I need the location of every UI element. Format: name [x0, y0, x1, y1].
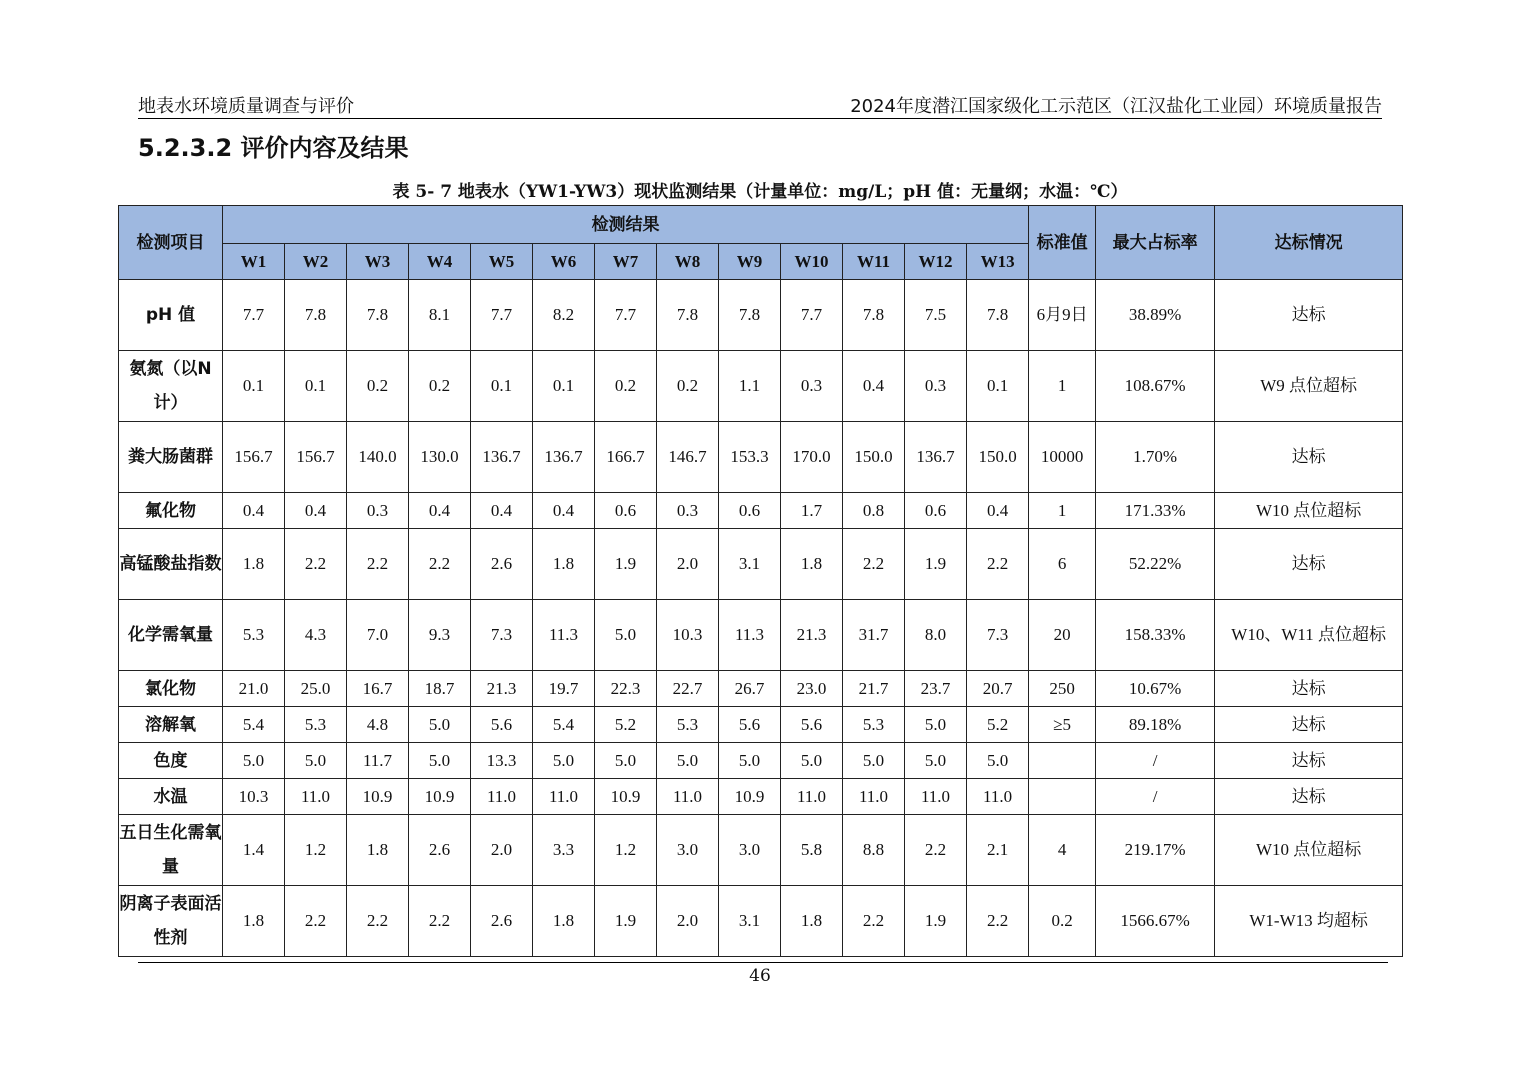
item-cell: 化学需氧量 [119, 600, 223, 671]
value-cell: 5.0 [719, 743, 781, 779]
value-cell: 1.8 [223, 886, 285, 957]
point-header: W3 [347, 244, 409, 280]
value-cell: 2.6 [471, 529, 533, 600]
table-row [119, 600, 1403, 671]
value-cell: 5.2 [967, 707, 1029, 743]
point-header: W4 [409, 244, 471, 280]
table-row [119, 779, 1403, 815]
value-cell: 11.0 [533, 779, 595, 815]
status-cell: 达标 [1215, 779, 1403, 815]
col-header-maxrate: 最大占标率 [1096, 206, 1215, 280]
value-cell: 5.6 [719, 707, 781, 743]
value-cell: 21.3 [471, 671, 533, 707]
value-cell: 1.2 [285, 815, 347, 886]
value-cell: 7.0 [347, 600, 409, 671]
value-cell: 1.8 [781, 529, 843, 600]
status-cell: W10、W11 点位超标 [1215, 600, 1403, 671]
status-cell: 达标 [1215, 707, 1403, 743]
value-cell: 136.7 [471, 422, 533, 493]
value-cell: 0.1 [285, 351, 347, 422]
item-cell: 色度 [119, 743, 223, 779]
value-cell: 2.2 [285, 886, 347, 957]
value-cell: 5.0 [967, 743, 1029, 779]
value-cell: 2.2 [905, 815, 967, 886]
point-header: W2 [285, 244, 347, 280]
value-cell: 0.1 [967, 351, 1029, 422]
value-cell: 7.7 [471, 280, 533, 351]
value-cell: 7.7 [781, 280, 843, 351]
value-cell: 0.4 [471, 493, 533, 529]
item-cell: 氨氮（以N计） [119, 351, 223, 422]
rate-cell: / [1096, 779, 1215, 815]
item-cell: 高锰酸盐指数 [119, 529, 223, 600]
value-cell: 4.8 [347, 707, 409, 743]
std-cell: 4 [1029, 815, 1096, 886]
value-cell: 8.2 [533, 280, 595, 351]
point-header: W11 [843, 244, 905, 280]
page-number: 46 [749, 966, 771, 986]
item-cell: 溶解氧 [119, 707, 223, 743]
value-cell: 3.3 [533, 815, 595, 886]
value-cell: 5.0 [285, 743, 347, 779]
point-header: W10 [781, 244, 843, 280]
value-cell: 0.6 [719, 493, 781, 529]
table-row [119, 815, 1403, 886]
value-cell: 136.7 [905, 422, 967, 493]
value-cell: 8.0 [905, 600, 967, 671]
rate-cell: 52.22% [1096, 529, 1215, 600]
table-row [119, 493, 1403, 529]
value-cell: 10.9 [347, 779, 409, 815]
value-cell: 10.9 [409, 779, 471, 815]
value-cell: 156.7 [285, 422, 347, 493]
value-cell: 5.0 [409, 743, 471, 779]
rate-cell: 89.18% [1096, 707, 1215, 743]
std-cell: 1 [1029, 493, 1096, 529]
point-header: W8 [657, 244, 719, 280]
rate-cell: 38.89% [1096, 280, 1215, 351]
value-cell: 0.4 [533, 493, 595, 529]
rate-cell: 1.70% [1096, 422, 1215, 493]
value-cell: 11.0 [843, 779, 905, 815]
value-cell: 5.8 [781, 815, 843, 886]
std-cell: ≥5 [1029, 707, 1096, 743]
value-cell: 9.3 [409, 600, 471, 671]
value-cell: 0.4 [285, 493, 347, 529]
value-cell: 0.6 [595, 493, 657, 529]
value-cell: 11.3 [533, 600, 595, 671]
value-cell: 0.3 [905, 351, 967, 422]
point-header: W7 [595, 244, 657, 280]
value-cell: 153.3 [719, 422, 781, 493]
value-cell: 1.8 [533, 529, 595, 600]
value-cell: 5.6 [471, 707, 533, 743]
value-cell: 0.8 [843, 493, 905, 529]
value-cell: 150.0 [843, 422, 905, 493]
value-cell: 2.2 [843, 886, 905, 957]
point-header: W13 [967, 244, 1029, 280]
value-cell: 5.4 [223, 707, 285, 743]
value-cell: 1.9 [595, 529, 657, 600]
value-cell: 1.9 [905, 529, 967, 600]
point-header: W12 [905, 244, 967, 280]
value-cell: 2.1 [967, 815, 1029, 886]
status-cell: W10 点位超标 [1215, 493, 1403, 529]
value-cell: 3.0 [719, 815, 781, 886]
item-cell: 水温 [119, 779, 223, 815]
value-cell: 0.2 [347, 351, 409, 422]
status-cell: 达标 [1215, 743, 1403, 779]
header-left-title: 地表水环境质量调查与评价 [138, 96, 354, 117]
table-caption: 表 5- 7 地表水（YW1-YW3）现状监测结果（计量单位：mg/L；pH 值：无量纲；水温：℃） [392, 182, 1128, 202]
value-cell: 16.7 [347, 671, 409, 707]
value-cell: 5.0 [843, 743, 905, 779]
table-row [119, 886, 1403, 957]
value-cell: 8.8 [843, 815, 905, 886]
status-cell: W9 点位超标 [1215, 351, 1403, 422]
value-cell: 18.7 [409, 671, 471, 707]
value-cell: 13.3 [471, 743, 533, 779]
point-header: W1 [223, 244, 285, 280]
rate-cell: 219.17% [1096, 815, 1215, 886]
value-cell: 0.3 [347, 493, 409, 529]
value-cell: 2.6 [471, 886, 533, 957]
value-cell: 10.3 [657, 600, 719, 671]
value-cell: 0.4 [223, 493, 285, 529]
value-cell: 1.8 [781, 886, 843, 957]
value-cell: 7.8 [347, 280, 409, 351]
value-cell: 1.7 [781, 493, 843, 529]
std-cell [1029, 743, 1096, 779]
value-cell: 23.0 [781, 671, 843, 707]
point-header: W5 [471, 244, 533, 280]
rate-cell: 171.33% [1096, 493, 1215, 529]
item-cell: 氟化物 [119, 493, 223, 529]
value-cell: 7.3 [967, 600, 1029, 671]
value-cell: 31.7 [843, 600, 905, 671]
value-cell: 1.8 [347, 815, 409, 886]
std-cell: 10000 [1029, 422, 1096, 493]
value-cell: 23.7 [905, 671, 967, 707]
value-cell: 11.0 [471, 779, 533, 815]
value-cell: 2.0 [657, 886, 719, 957]
status-cell: 达标 [1215, 422, 1403, 493]
monitoring-results-table [118, 205, 1403, 957]
value-cell: 0.4 [967, 493, 1029, 529]
std-cell: 6月9日 [1029, 280, 1096, 351]
value-cell: 5.3 [657, 707, 719, 743]
value-cell: 0.3 [657, 493, 719, 529]
value-cell: 7.8 [657, 280, 719, 351]
value-cell: 5.4 [533, 707, 595, 743]
table-row [119, 707, 1403, 743]
col-header-item: 检测项目 [119, 206, 223, 280]
point-header: W9 [719, 244, 781, 280]
value-cell: 7.8 [719, 280, 781, 351]
value-cell: 7.8 [843, 280, 905, 351]
value-cell: 5.0 [657, 743, 719, 779]
table-row [119, 351, 1403, 422]
col-header-results: 检测结果 [223, 206, 1029, 244]
value-cell: 5.6 [781, 707, 843, 743]
col-header-status: 达标情况 [1215, 206, 1403, 280]
value-cell: 8.1 [409, 280, 471, 351]
value-cell: 5.0 [409, 707, 471, 743]
value-cell: 3.1 [719, 529, 781, 600]
value-cell: 2.2 [409, 886, 471, 957]
col-header-std: 标准值 [1029, 206, 1096, 280]
value-cell: 11.0 [905, 779, 967, 815]
value-cell: 5.0 [533, 743, 595, 779]
rate-cell: / [1096, 743, 1215, 779]
header-rule [138, 118, 1382, 119]
value-cell: 5.3 [843, 707, 905, 743]
value-cell: 2.0 [657, 529, 719, 600]
value-cell: 0.3 [781, 351, 843, 422]
std-cell: 250 [1029, 671, 1096, 707]
table-row [119, 529, 1403, 600]
value-cell: 0.1 [533, 351, 595, 422]
value-cell: 0.4 [843, 351, 905, 422]
value-cell: 2.2 [967, 886, 1029, 957]
value-cell: 2.2 [409, 529, 471, 600]
value-cell: 140.0 [347, 422, 409, 493]
rate-cell: 108.67% [1096, 351, 1215, 422]
value-cell: 2.2 [347, 886, 409, 957]
value-cell: 5.0 [595, 600, 657, 671]
point-header: W6 [533, 244, 595, 280]
value-cell: 10.9 [595, 779, 657, 815]
value-cell: 0.1 [471, 351, 533, 422]
table-row [119, 671, 1403, 707]
value-cell: 11.0 [657, 779, 719, 815]
value-cell: 156.7 [223, 422, 285, 493]
value-cell: 130.0 [409, 422, 471, 493]
value-cell: 22.7 [657, 671, 719, 707]
value-cell: 25.0 [285, 671, 347, 707]
value-cell: 7.3 [471, 600, 533, 671]
value-cell: 21.3 [781, 600, 843, 671]
value-cell: 10.9 [719, 779, 781, 815]
std-cell: 6 [1029, 529, 1096, 600]
value-cell: 5.0 [595, 743, 657, 779]
value-cell: 0.1 [223, 351, 285, 422]
rate-cell: 158.33% [1096, 600, 1215, 671]
value-cell: 11.0 [285, 779, 347, 815]
value-cell: 7.8 [285, 280, 347, 351]
value-cell: 1.2 [595, 815, 657, 886]
value-cell: 3.1 [719, 886, 781, 957]
value-cell: 5.0 [905, 707, 967, 743]
value-cell: 3.0 [657, 815, 719, 886]
value-cell: 7.7 [595, 280, 657, 351]
rate-cell: 10.67% [1096, 671, 1215, 707]
rate-cell: 1566.67% [1096, 886, 1215, 957]
header-right-title: 2024年度潜江国家级化工示范区（江汉盐化工业园）环境质量报告 [850, 96, 1382, 117]
value-cell: 10.3 [223, 779, 285, 815]
value-cell: 4.3 [285, 600, 347, 671]
value-cell: 5.0 [223, 743, 285, 779]
value-cell: 1.9 [595, 886, 657, 957]
table-row [119, 422, 1403, 493]
value-cell: 5.0 [905, 743, 967, 779]
value-cell: 0.4 [409, 493, 471, 529]
value-cell: 2.2 [347, 529, 409, 600]
value-cell: 5.0 [781, 743, 843, 779]
value-cell: 1.4 [223, 815, 285, 886]
value-cell: 1.9 [905, 886, 967, 957]
value-cell: 2.2 [967, 529, 1029, 600]
status-cell: W1-W13 均超标 [1215, 886, 1403, 957]
value-cell: 7.5 [905, 280, 967, 351]
value-cell: 5.2 [595, 707, 657, 743]
value-cell: 170.0 [781, 422, 843, 493]
status-cell: W10 点位超标 [1215, 815, 1403, 886]
value-cell: 11.0 [781, 779, 843, 815]
value-cell: 7.8 [967, 280, 1029, 351]
value-cell: 166.7 [595, 422, 657, 493]
value-cell: 136.7 [533, 422, 595, 493]
value-cell: 2.6 [409, 815, 471, 886]
value-cell: 0.2 [409, 351, 471, 422]
value-cell: 11.7 [347, 743, 409, 779]
item-cell: 阴离子表面活性剂 [119, 886, 223, 957]
value-cell: 0.2 [595, 351, 657, 422]
value-cell: 1.8 [223, 529, 285, 600]
value-cell: 2.2 [285, 529, 347, 600]
value-cell: 21.0 [223, 671, 285, 707]
std-cell: 1 [1029, 351, 1096, 422]
item-cell: pH 值 [119, 280, 223, 351]
value-cell: 146.7 [657, 422, 719, 493]
status-cell: 达标 [1215, 529, 1403, 600]
value-cell: 11.3 [719, 600, 781, 671]
value-cell: 150.0 [967, 422, 1029, 493]
value-cell: 7.7 [223, 280, 285, 351]
value-cell: 1.8 [533, 886, 595, 957]
std-cell [1029, 779, 1096, 815]
table-row [119, 743, 1403, 779]
value-cell: 20.7 [967, 671, 1029, 707]
value-cell: 19.7 [533, 671, 595, 707]
item-cell: 氯化物 [119, 671, 223, 707]
item-cell: 粪大肠菌群 [119, 422, 223, 493]
value-cell: 26.7 [719, 671, 781, 707]
value-cell: 0.2 [657, 351, 719, 422]
value-cell: 21.7 [843, 671, 905, 707]
status-cell: 达标 [1215, 280, 1403, 351]
value-cell: 11.0 [967, 779, 1029, 815]
table-row [119, 280, 1403, 351]
item-cell: 五日生化需氧量 [119, 815, 223, 886]
section-title: 5.2.3.2 评价内容及结果 [138, 134, 409, 162]
value-cell: 2.0 [471, 815, 533, 886]
std-cell: 20 [1029, 600, 1096, 671]
value-cell: 2.2 [843, 529, 905, 600]
status-cell: 达标 [1215, 671, 1403, 707]
value-cell: 5.3 [285, 707, 347, 743]
value-cell: 22.3 [595, 671, 657, 707]
footer-rule [138, 962, 1388, 963]
value-cell: 0.6 [905, 493, 967, 529]
value-cell: 1.1 [719, 351, 781, 422]
value-cell: 5.3 [223, 600, 285, 671]
std-cell: 0.2 [1029, 886, 1096, 957]
